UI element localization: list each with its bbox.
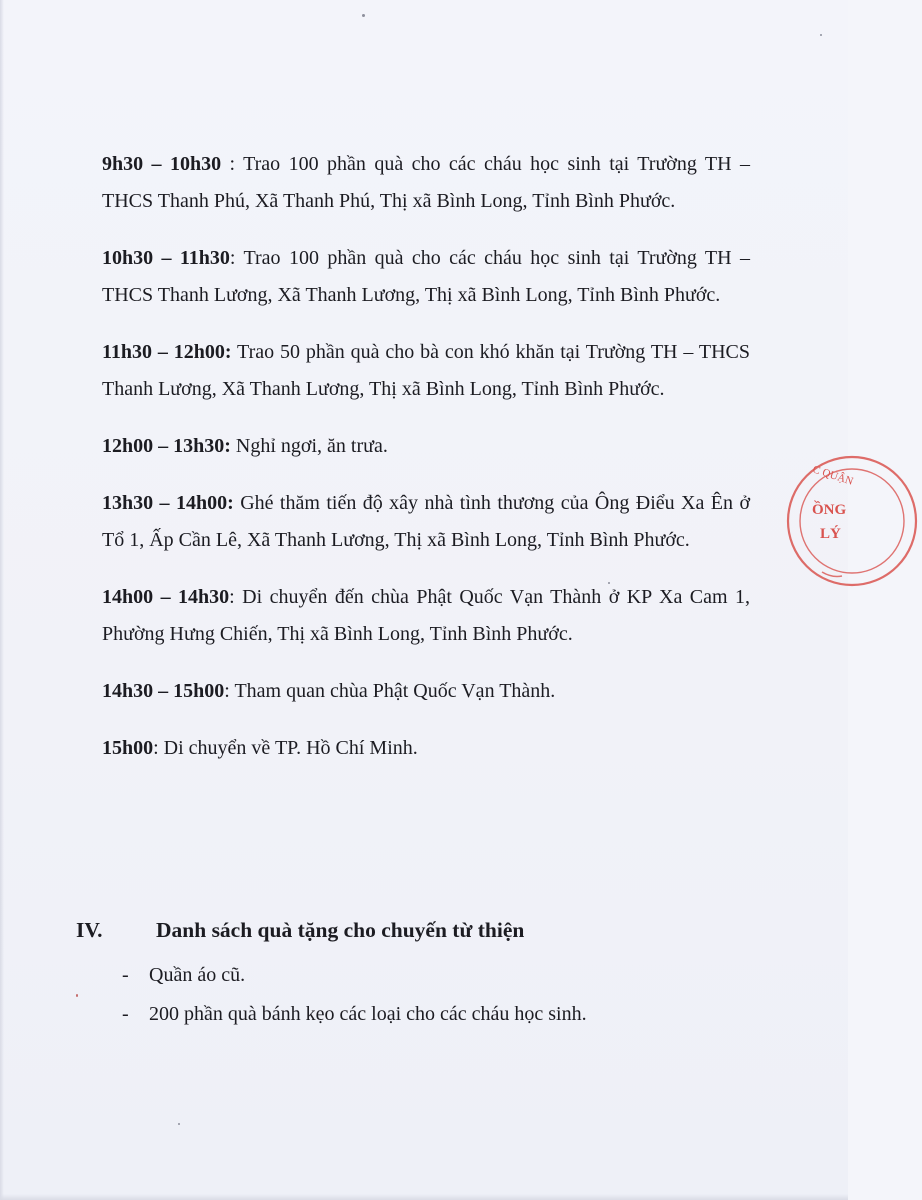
list-bullet: - <box>122 1003 129 1025</box>
section-title: Danh sách quà tặng cho chuyến từ thiện <box>156 918 525 942</box>
list-bullet: - <box>122 964 129 986</box>
seal-graphic <box>782 452 922 590</box>
scan-speck <box>178 1123 180 1125</box>
schedule-time: 9h30 – 10h30 <box>102 153 222 175</box>
schedule-text: Trao 50 phần quà cho bà con khó khăn tại Trường TH – THCS Thanh Lương, Xã Thanh Lương, Thị xã Bình Long, Tỉnh Bình Phước. <box>102 341 750 400</box>
scan-speck <box>76 994 78 997</box>
gift-list <box>122 956 762 1034</box>
list-item-text: 200 phần quà bánh kẹo các loại cho các cháu học sinh. <box>149 1003 587 1025</box>
schedule-entry <box>102 579 750 653</box>
schedule-entry <box>102 673 750 710</box>
schedule-time: 12h00 – 13h30: <box>102 435 231 457</box>
schedule-entry <box>102 730 750 767</box>
scan-edge-bottom <box>0 1194 848 1200</box>
schedule-entry <box>102 485 750 559</box>
scan-speck <box>820 34 822 36</box>
scan-edge-left <box>0 0 4 1200</box>
section-number: IV. <box>76 918 103 942</box>
schedule-text: : Di chuyển đến chùa Phật Quốc Vạn Thành ở KP Xa Cam 1, Phường Hưng Chiến, Thị xã Bình Long, Tỉnh Bình Phước. <box>102 586 750 645</box>
scan-speck <box>362 14 365 17</box>
schedule-text: : Trao 100 phần quà cho các cháu học sinh tại Trường TH – THCS Thanh Phú, Xã Thanh Phú, Thị xã Bình Long, Tỉnh Bình Phước. <box>102 153 750 212</box>
official-seal-partial <box>782 452 855 590</box>
schedule-section <box>102 146 750 785</box>
section-heading <box>76 912 776 948</box>
schedule-text: : Di chuyển về TP. Hồ Chí Minh. <box>153 737 418 759</box>
schedule-entry <box>102 146 750 220</box>
schedule-text: Ghé thăm tiến độ xây nhà tình thương của Ông Điểu Xa Ên ở Tổ 1, Ấp Cần Lê, Xã Thanh Lương, Thị xã Bình Long, Tỉnh Bình Phước. <box>102 492 751 551</box>
list-item <box>122 995 762 1034</box>
schedule-time: 14h30 – 15h00 <box>102 680 225 702</box>
list-item <box>122 956 762 995</box>
schedule-time: 10h30 – 11h30 <box>102 247 230 269</box>
seal-line1: ỒNG <box>812 502 847 518</box>
schedule-time: 15h00 <box>102 737 154 759</box>
schedule-text: : Trao 100 phần quà cho các cháu học sinh tại Trường TH – THCS Thanh Lương, Xã Thanh Lương, Thị xã Bình Long, Tỉnh Bình Phước. <box>102 247 750 306</box>
scan-speck <box>608 582 610 584</box>
seal-line2: LÝ <box>820 526 841 542</box>
list-item-text: Quần áo cũ. <box>149 964 246 986</box>
schedule-time: 13h30 – 14h00: <box>102 492 234 514</box>
schedule-entry <box>102 240 750 314</box>
schedule-time: 11h30 – 12h00: <box>102 341 232 363</box>
schedule-entry <box>102 334 750 408</box>
schedule-text: Nghỉ ngơi, ăn trưa. <box>230 435 388 457</box>
schedule-time: 14h00 – 14h30 <box>102 586 230 608</box>
schedule-entry <box>102 428 750 465</box>
seal-ring-text: C QUẬN <box>811 463 855 488</box>
schedule-text: : Tham quan chùa Phật Quốc Vạn Thành. <box>224 680 556 702</box>
